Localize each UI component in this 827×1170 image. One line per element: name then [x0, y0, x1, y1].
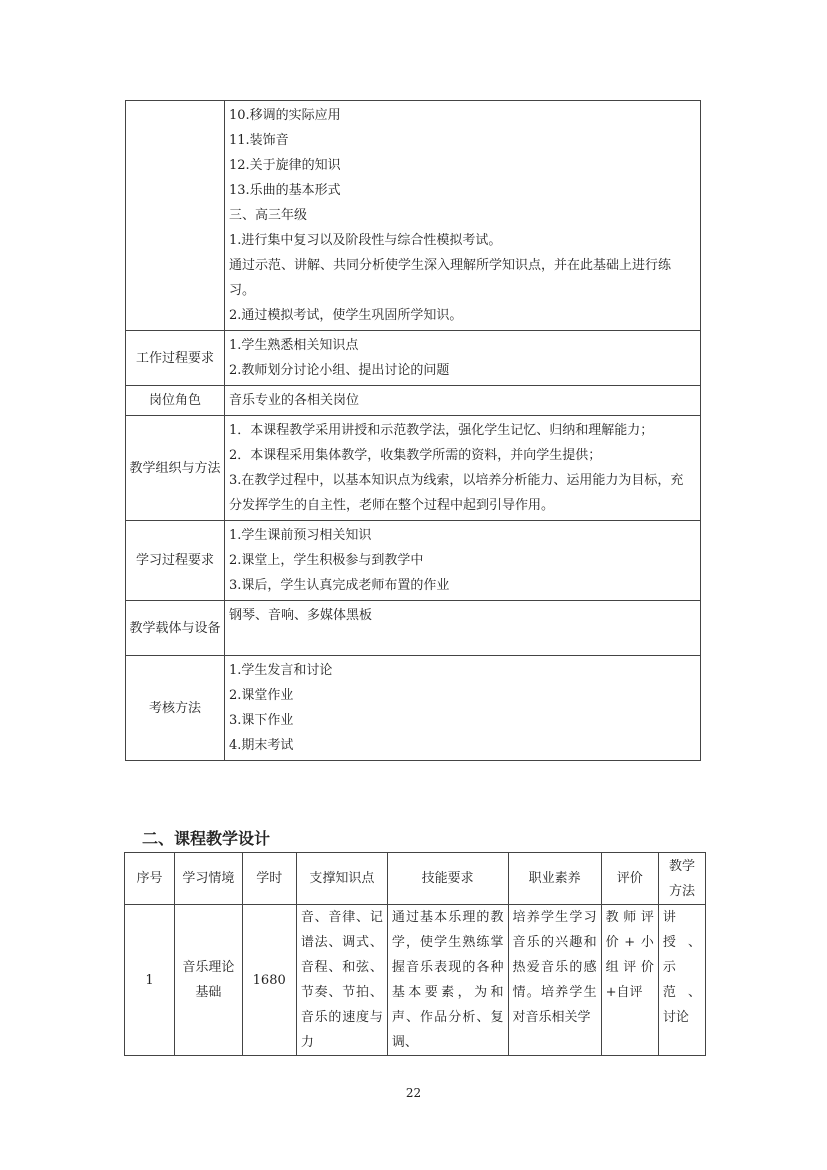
content-line: 通过示范、讲解、共同分析使学生深入理解所学知识点，并在此基础上进行练习。: [229, 258, 672, 298]
content-line: 1.进行集中复习以及阶段性与综合性模拟考试。: [229, 233, 502, 248]
content-line: 2.课堂上，学生积极参与到教学中: [229, 553, 424, 568]
cell-skills: 通过基本乐理的教学，使学生熟练掌握音乐表现的各种基本要素，为和声、作品分析、复调、: [387, 905, 508, 1056]
content-line: 4.期末考试: [229, 738, 294, 753]
row-label: 学习过程要求: [126, 521, 225, 601]
column-header: 学习情境: [175, 853, 243, 905]
content-line: 钢琴、音响、多媒体黑板: [229, 608, 373, 623]
row-label: 考核方法: [126, 656, 225, 761]
column-header: 技能要求: [387, 853, 508, 905]
column-header: 学时: [242, 853, 296, 905]
content-line: 2．本课程采用集体教学，收集教学所需的资料，并向学生提供；: [229, 448, 602, 463]
content-line: 13.乐曲的基本形式: [229, 183, 341, 198]
table-row: [125, 905, 706, 1056]
content-line: 2.通过模拟考试，使学生巩固所学知识。: [229, 308, 463, 323]
row-label: [126, 101, 225, 331]
row-content: [225, 656, 701, 761]
page-number: 22: [405, 1086, 422, 1100]
content-line: 3.课下作业: [229, 713, 294, 728]
content-line: 1.学生发言和讨论: [229, 663, 333, 678]
course-info-table: [125, 100, 701, 761]
table-row: [126, 416, 701, 521]
table-row: [126, 521, 701, 601]
column-header: 评价: [601, 853, 658, 905]
content-line: 3.课后，学生认真完成老师布置的作业: [229, 578, 450, 593]
table-row: [126, 101, 701, 331]
content-line: 3.在教学过程中，以基本知识点为线索，以培养分析能力、运用能力为目标，充分发挥学生的自主性，老师在整个过程中起到引导作用。: [229, 473, 684, 513]
content-line: 音乐专业的各相关岗位: [229, 393, 360, 408]
table-row: [126, 386, 701, 416]
row-content: [225, 416, 701, 521]
table-row: [126, 656, 701, 761]
row-label: 岗位角色: [126, 386, 225, 416]
row-content: [225, 386, 701, 416]
column-header: 职业素养: [508, 853, 601, 905]
row-content: [225, 101, 701, 331]
column-header: 序号: [125, 853, 175, 905]
column-header: 教学方法: [658, 853, 705, 905]
row-content: [225, 331, 701, 386]
content-line: 12.关于旋律的知识: [229, 158, 341, 173]
content-line: 2.课堂作业: [229, 688, 294, 703]
cell-evaluation: 教师评价+小组评价+自评: [601, 905, 658, 1056]
cell-no: 1: [125, 905, 175, 1056]
row-content: [225, 521, 701, 601]
content-line: 11.装饰音: [229, 133, 289, 148]
row-label: 教学组织与方法: [126, 416, 225, 521]
row-label: 工作过程要求: [126, 331, 225, 386]
content-line: 1.学生熟悉相关知识点: [229, 338, 359, 353]
cell-hours: 1680: [242, 905, 296, 1056]
content-line: 10.移调的实际应用: [229, 108, 341, 123]
row-label: 教学载体与设备: [126, 601, 225, 656]
header-row: [125, 853, 706, 905]
cell-literacy: 培养学生学习音乐的兴趣和热爱音乐的感情。培养学生对音乐相关学: [508, 905, 601, 1056]
content-line: 三、高三年级: [229, 208, 308, 223]
cell-knowledge: 音、音律、记谱法、调式、音程、和弦、节奏、节拍、音乐的速度与力: [296, 905, 387, 1056]
cell-context: 音乐理论基础: [175, 905, 243, 1056]
content-line: 1．本课程教学采用讲授和示范教学法，强化学生记忆、归纳和理解能力；: [229, 423, 654, 438]
table-row: [126, 331, 701, 386]
column-header: 支撑知识点: [296, 853, 387, 905]
table-row: [126, 601, 701, 656]
course-design-table: [124, 852, 706, 1056]
content-line: 1.学生课前预习相关知识: [229, 528, 372, 543]
row-content: [225, 601, 701, 656]
section-title: 二、课程教学设计: [142, 829, 271, 848]
cell-method: 讲授、示范、讨论: [658, 905, 705, 1056]
content-line: 2.教师划分讨论小组、提出讨论的问题: [229, 363, 450, 378]
